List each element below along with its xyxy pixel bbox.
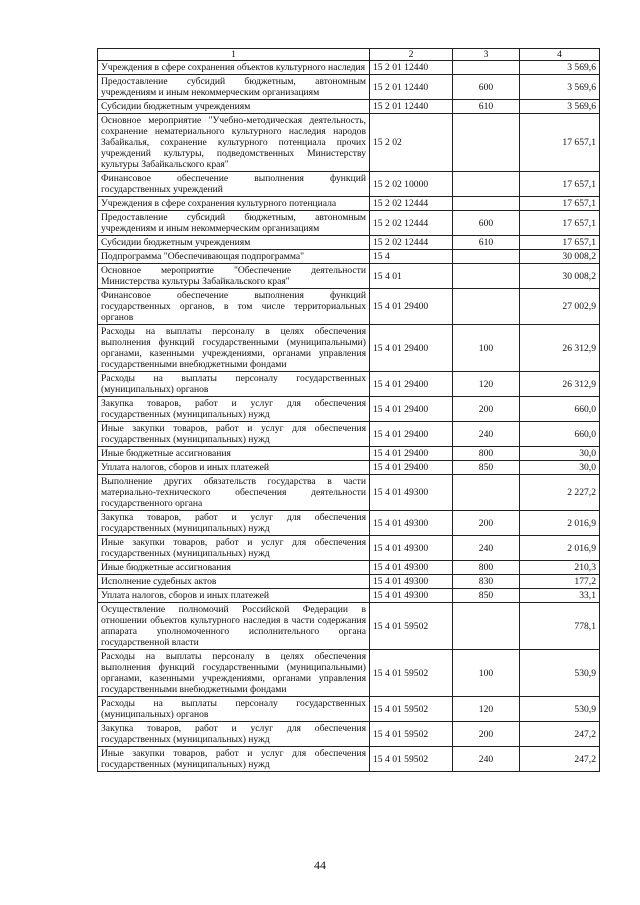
row-amount-cell: 660,0 [520,397,600,422]
row-code-cell: 15 4 01 29400 [370,447,453,461]
row-expense-type-cell: 800 [453,561,520,575]
header-col-2: 2 [370,49,453,61]
table-row [98,422,600,447]
page-number: 44 [314,858,326,872]
row-amount-cell: 210,3 [520,561,600,575]
row-amount-cell: 26 312,9 [520,325,600,372]
row-code-cell: 15 2 02 12444 [370,197,453,211]
row-name-cell: Выполнение других обязательств государства в части материально-технического обеспечения деятельности государственного органа [98,475,370,511]
row-code-cell: 15 2 01 12440 [370,61,453,75]
budget-table [97,48,600,772]
row-name-cell: Субсидии бюджетным учреждениям [98,100,370,114]
row-name-cell: Уплата налогов, сборов и иных платежей [98,461,370,475]
row-amount-cell: 17 657,1 [520,236,600,250]
row-expense-type-cell [453,61,520,75]
table-row [98,697,600,722]
row-name-cell: Учреждения в сфере сохранения культурного потенциала [98,197,370,211]
row-code-cell: 15 4 01 49300 [370,511,453,536]
table-body [98,61,600,772]
row-code-cell: 15 2 02 10000 [370,172,453,197]
row-code-cell: 15 4 01 [370,264,453,289]
row-expense-type-cell [453,197,520,211]
table-row [98,722,600,747]
row-code-cell: 15 4 01 59502 [370,697,453,722]
row-name-cell: Предоставление субсидий бюджетным, автономным учреждениям и иным некоммерческим организациям [98,211,370,236]
row-code-cell: 15 4 01 49300 [370,475,453,511]
row-name-cell: Закупка товаров, работ и услуг для обеспечения государственных (муниципальных) нужд [98,722,370,747]
row-amount-cell: 30 008,2 [520,250,600,264]
row-expense-type-cell: 240 [453,747,520,772]
row-name-cell: Закупка товаров, работ и услуг для обеспечения государственных (муниципальных) нужд [98,511,370,536]
row-code-cell: 15 4 01 49300 [370,561,453,575]
row-amount-cell: 2 016,9 [520,511,600,536]
row-code-cell: 15 4 [370,250,453,264]
row-name-cell: Расходы на выплаты персоналу государственных (муниципальных) органов [98,697,370,722]
row-name-cell: Субсидии бюджетным учреждениям [98,236,370,250]
table-row [98,172,600,197]
row-name-cell: Иные бюджетные ассигнования [98,561,370,575]
row-amount-cell: 247,2 [520,722,600,747]
row-amount-cell: 778,1 [520,603,600,650]
table-row [98,197,600,211]
row-amount-cell: 3 569,6 [520,100,600,114]
row-expense-type-cell: 850 [453,461,520,475]
row-code-cell: 15 4 01 49300 [370,536,453,561]
row-expense-type-cell [453,603,520,650]
row-code-cell: 15 4 01 29400 [370,422,453,447]
row-expense-type-cell: 120 [453,697,520,722]
table-row [98,589,600,603]
row-expense-type-cell: 100 [453,650,520,697]
row-amount-cell: 3 569,6 [520,61,600,75]
table-row [98,100,600,114]
table-row [98,575,600,589]
row-amount-cell: 530,9 [520,697,600,722]
row-name-cell: Уплата налогов, сборов и иных платежей [98,589,370,603]
table-row [98,250,600,264]
table-row [98,650,600,697]
row-expense-type-cell [453,289,520,325]
row-expense-type-cell: 200 [453,511,520,536]
table-row [98,447,600,461]
row-name-cell: Иные закупки товаров, работ и услуг для обеспечения государственных (муниципальных) нужд [98,536,370,561]
header-col-3: 3 [453,49,520,61]
row-expense-type-cell: 850 [453,589,520,603]
row-expense-type-cell [453,475,520,511]
row-name-cell: Подпрограмма "Обеспечивающая подпрограмма" [98,250,370,264]
table-row [98,475,600,511]
row-amount-cell: 33,1 [520,589,600,603]
row-name-cell: Финансовое обеспечение выполнения функций государственных органов, в том числе территориальных органов [98,289,370,325]
row-code-cell: 15 4 01 29400 [370,325,453,372]
row-name-cell: Расходы на выплаты персоналу государственных (муниципальных) органов [98,372,370,397]
row-expense-type-cell [453,114,520,172]
table-row [98,61,600,75]
row-expense-type-cell: 610 [453,100,520,114]
row-expense-type-cell: 610 [453,236,520,250]
row-expense-type-cell: 120 [453,372,520,397]
row-expense-type-cell: 600 [453,75,520,100]
table-row [98,372,600,397]
row-amount-cell: 247,2 [520,747,600,772]
row-expense-type-cell [453,172,520,197]
row-expense-type-cell: 100 [453,325,520,372]
table-row [98,264,600,289]
row-amount-cell: 530,9 [520,650,600,697]
row-expense-type-cell [453,264,520,289]
row-amount-cell: 30,0 [520,461,600,475]
row-amount-cell: 660,0 [520,422,600,447]
row-expense-type-cell: 830 [453,575,520,589]
row-code-cell: 15 2 02 12444 [370,211,453,236]
row-amount-cell: 2 227,2 [520,475,600,511]
row-expense-type-cell: 240 [453,536,520,561]
row-expense-type-cell: 200 [453,722,520,747]
table-row [98,325,600,372]
row-name-cell: Основное мероприятие "Учебно-методическая деятельность, сохранение нематериального культурного наследия народов Забайкалья, сохранение культурного потенциала прочих учреждений культуры, подведомственных Министерству культуры Забайкальского края" [98,114,370,172]
row-expense-type-cell: 800 [453,447,520,461]
row-expense-type-cell: 200 [453,397,520,422]
row-code-cell: 15 4 01 29400 [370,289,453,325]
row-code-cell: 15 4 01 49300 [370,589,453,603]
row-amount-cell: 2 016,9 [520,536,600,561]
row-name-cell: Закупка товаров, работ и услуг для обеспечения государственных (муниципальных) нужд [98,397,370,422]
row-amount-cell: 30 008,2 [520,264,600,289]
row-amount-cell: 17 657,1 [520,172,600,197]
row-amount-cell: 27 002,9 [520,289,600,325]
row-amount-cell: 30,0 [520,447,600,461]
row-code-cell: 15 4 01 49300 [370,575,453,589]
row-code-cell: 15 4 01 29400 [370,372,453,397]
row-code-cell: 15 4 01 59502 [370,747,453,772]
row-code-cell: 15 2 02 [370,114,453,172]
table-row [98,114,600,172]
row-expense-type-cell: 240 [453,422,520,447]
row-name-cell: Учреждения в сфере сохранения объектов культурного наследия [98,61,370,75]
row-code-cell: 15 2 01 12440 [370,100,453,114]
table-row [98,397,600,422]
row-amount-cell: 17 657,1 [520,211,600,236]
header-col-4: 4 [520,49,600,61]
table-row [98,603,600,650]
row-code-cell: 15 2 01 12440 [370,75,453,100]
table-row [98,236,600,250]
row-name-cell: Иные бюджетные ассигнования [98,447,370,461]
table-row [98,289,600,325]
row-name-cell: Расходы на выплаты персоналу в целях обеспечения выполнения функций государственными (муниципальными) органами, казенными учреждениями, органами управления государственными внебюджетными фондами [98,325,370,372]
row-expense-type-cell [453,250,520,264]
row-name-cell: Предоставление субсидий бюджетным, автономным учреждениям и иным некоммерческим организациям [98,75,370,100]
row-code-cell: 15 4 01 29400 [370,461,453,475]
row-code-cell: 15 4 01 59502 [370,603,453,650]
row-amount-cell: 26 312,9 [520,372,600,397]
table-row [98,75,600,100]
row-amount-cell: 177,2 [520,575,600,589]
row-expense-type-cell: 600 [453,211,520,236]
row-code-cell: 15 4 01 59502 [370,650,453,697]
row-name-cell: Иные закупки товаров, работ и услуг для обеспечения государственных (муниципальных) нужд [98,747,370,772]
table-row [98,211,600,236]
header-row [98,49,600,61]
table-row [98,536,600,561]
row-name-cell: Осуществление полномочий Российской Федерации в отношении объектов культурного наследия в части содержания аппарата уполномоченного исполнительного органа государственной власти [98,603,370,650]
row-amount-cell: 17 657,1 [520,114,600,172]
row-amount-cell: 17 657,1 [520,197,600,211]
row-name-cell: Иные закупки товаров, работ и услуг для обеспечения государственных (муниципальных) нужд [98,422,370,447]
table-row [98,561,600,575]
table-row [98,461,600,475]
header-col-1: 1 [98,49,370,61]
row-code-cell: 15 4 01 59502 [370,722,453,747]
row-code-cell: 15 4 01 29400 [370,397,453,422]
row-name-cell: Расходы на выплаты персоналу в целях обеспечения выполнения функций государственными (муниципальными) органами, казенными учреждениями, органами управления государственными внебюджетными фондами [98,650,370,697]
row-amount-cell: 3 569,6 [520,75,600,100]
row-code-cell: 15 2 02 12444 [370,236,453,250]
row-name-cell: Основное мероприятие "Обеспечение деятельности Министерства культуры Забайкальского края" [98,264,370,289]
table-row [98,747,600,772]
table-row [98,511,600,536]
row-name-cell: Финансовое обеспечение выполнения функций государственных учреждений [98,172,370,197]
row-name-cell: Исполнение судебных актов [98,575,370,589]
